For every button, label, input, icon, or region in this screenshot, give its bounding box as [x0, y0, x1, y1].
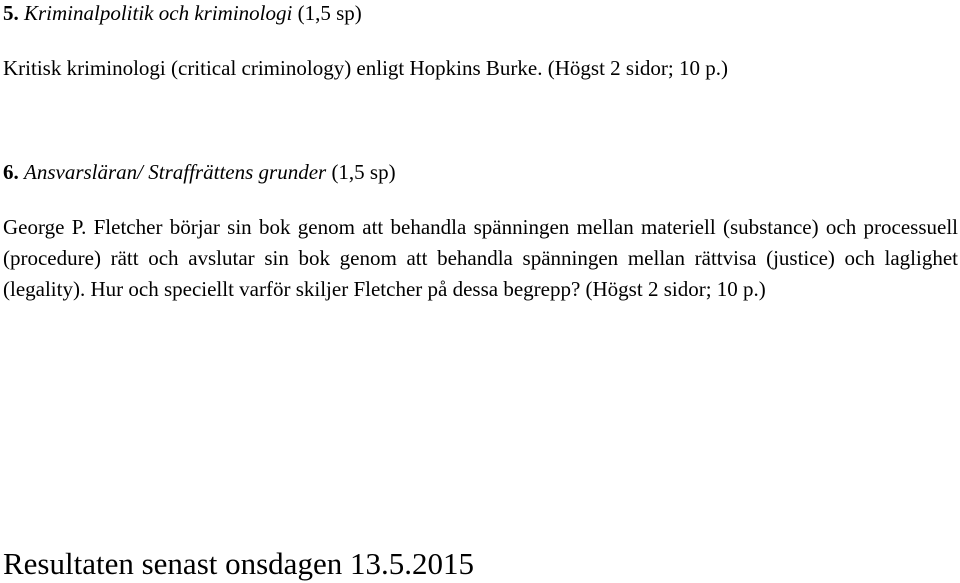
section-5-credits: (1,5 sp): [297, 1, 362, 25]
section-5-title: Kriminalpolitik och kriminologi: [24, 1, 293, 25]
section-6-number: 6.: [3, 160, 19, 184]
section-6-heading: [3, 159, 396, 185]
section-6-credits: (1,5 sp): [331, 160, 396, 184]
section-5-number: 5.: [3, 1, 19, 25]
section-5-question: Kritisk kriminologi (critical criminology) enligt Hopkins Burke. (Högst 2 sidor; 10 p.): [3, 56, 728, 80]
results-deadline: Resultaten senast onsdagen 13.5.2015: [3, 546, 474, 581]
section-6-question: George P. Fletcher börjar sin bok genom att behandla spänningen mellan materiell (substance) och processuell (procedure) rätt och avslutar sin bok genom att behandla spänningen mellan rättvisa (justice) och laglighet (legality). Hur och speciellt varför skiljer Fletcher på dessa begrepp? (Högst 2 sidor; 10 p.): [3, 215, 958, 301]
section-5-heading: [3, 0, 362, 26]
section-6-title: Ansvarsläran/ Straffrättens grunder: [24, 160, 327, 184]
